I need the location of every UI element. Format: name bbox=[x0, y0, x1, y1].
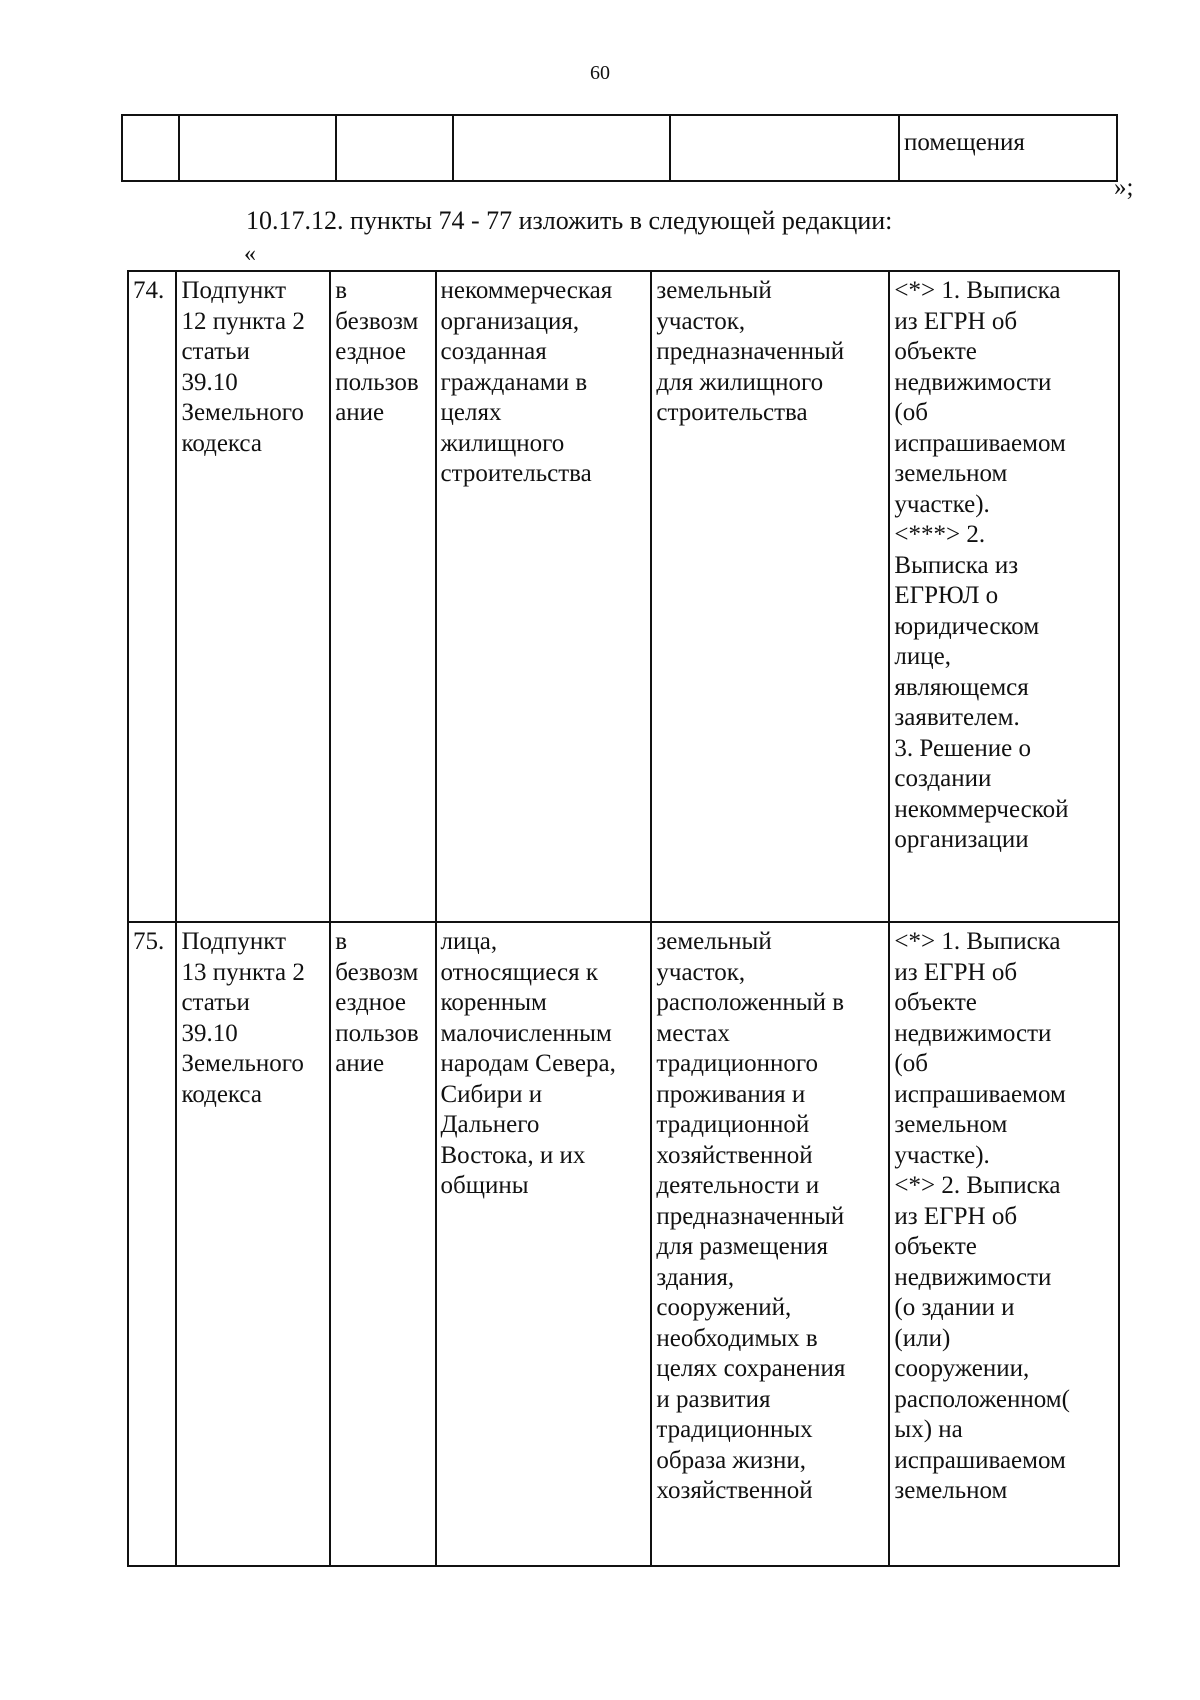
row-number: 75. bbox=[128, 922, 176, 1566]
text-line: земельном bbox=[894, 1111, 1008, 1138]
text-line: предназначенный bbox=[656, 1202, 845, 1230]
text-line: из ЕГРН об bbox=[894, 958, 1018, 986]
text-line: (о здании и bbox=[894, 1294, 1015, 1321]
documents-cell bbox=[889, 271, 1119, 922]
text-line: традиционных bbox=[656, 1416, 813, 1443]
text-line: коренным bbox=[440, 989, 547, 1016]
text-line: некоммерческая bbox=[440, 277, 613, 304]
text-line: лице, bbox=[894, 643, 951, 670]
text-line: в bbox=[335, 277, 347, 304]
text-line: 12 пункта 2 bbox=[181, 307, 305, 335]
text-line: сооружении, bbox=[894, 1355, 1030, 1382]
text-line: традиционной bbox=[656, 1111, 810, 1138]
text-line: <*> 1. Выписка bbox=[894, 928, 1061, 955]
text-line: 13 пункта 2 bbox=[181, 958, 305, 986]
text-line: в bbox=[335, 928, 347, 955]
text-line: пользов bbox=[335, 368, 419, 396]
text-line: кодекса bbox=[181, 1080, 262, 1108]
text-line: недвижимости bbox=[894, 368, 1052, 396]
text-line: организация, bbox=[440, 307, 580, 335]
text-line: народам Севера, bbox=[440, 1050, 616, 1077]
amendment-table bbox=[127, 270, 1120, 1567]
text-line: Дальнего bbox=[440, 1111, 540, 1138]
cell-object bbox=[670, 115, 899, 181]
continuation-row bbox=[122, 115, 1117, 181]
text-line: расположенный в bbox=[656, 989, 845, 1016]
text-line: <***> 2. bbox=[894, 521, 986, 548]
text-line: и развития bbox=[656, 1385, 771, 1413]
text-line: участок, bbox=[656, 958, 746, 986]
continuation-table bbox=[121, 114, 1118, 182]
text-line: целях bbox=[440, 399, 502, 426]
text-line: (об bbox=[894, 399, 928, 426]
text-line: некоммерческой bbox=[894, 795, 1069, 823]
right-type-cell bbox=[330, 922, 435, 1566]
opening-quote: « bbox=[244, 241, 256, 267]
text-line: строительства bbox=[440, 460, 592, 487]
text-line: объекте bbox=[894, 1233, 977, 1260]
land-plot-cell bbox=[651, 271, 889, 922]
text-line: участке). bbox=[894, 1141, 990, 1169]
text-line: ых) на bbox=[894, 1416, 963, 1443]
text-line: создании bbox=[894, 765, 992, 792]
text-line: организации bbox=[894, 826, 1029, 853]
text-line: относящиеся к bbox=[440, 958, 599, 986]
text-line: целях сохранения bbox=[656, 1355, 846, 1382]
text-line: лица, bbox=[440, 928, 498, 955]
text-line: ЕГРЮЛ о bbox=[894, 582, 999, 609]
row-number: 74. bbox=[128, 271, 176, 922]
text-line: 3. Решение о bbox=[894, 734, 1032, 762]
page-number: 60 bbox=[590, 62, 610, 84]
text-line: недвижимости bbox=[894, 1019, 1052, 1047]
text-line: статьи bbox=[181, 338, 250, 365]
text-line: 39.10 bbox=[181, 368, 238, 396]
text-line: земельном bbox=[894, 1477, 1008, 1504]
text-line: местах bbox=[656, 1019, 730, 1047]
text-line: безвозм bbox=[335, 958, 419, 986]
text-line: ездное bbox=[335, 989, 407, 1016]
text-line: для размещения bbox=[656, 1233, 828, 1260]
text-line: ание bbox=[335, 1050, 385, 1077]
text-line: испрашиваемом bbox=[894, 1446, 1066, 1474]
text-line: Сибири и bbox=[440, 1080, 543, 1108]
table-row-74 bbox=[128, 271, 1119, 922]
text-line: хозяйственной bbox=[656, 1477, 813, 1504]
text-line: традиционного bbox=[656, 1050, 818, 1077]
text-line: земельном bbox=[894, 460, 1008, 487]
text-line: заявителем. bbox=[894, 704, 1020, 731]
text-line: предназначенный bbox=[656, 338, 845, 365]
text-line: испрашиваемом bbox=[894, 1080, 1066, 1108]
text-line: объекте bbox=[894, 989, 977, 1016]
text-line: кодекса bbox=[181, 429, 262, 457]
text-line: гражданами в bbox=[440, 368, 588, 396]
cell-right bbox=[336, 115, 453, 181]
text-line: статьи bbox=[181, 989, 250, 1016]
text-line: Востока, и их bbox=[440, 1141, 586, 1169]
text-line: расположенном( bbox=[894, 1385, 1070, 1413]
closing-quote: »; bbox=[1114, 174, 1134, 201]
text-line: деятельности и bbox=[656, 1172, 820, 1199]
text-line: (или) bbox=[894, 1324, 951, 1352]
table-row-75 bbox=[128, 922, 1119, 1566]
text-line: объекте bbox=[894, 338, 977, 365]
cell-num bbox=[122, 115, 179, 181]
text-line: недвижимости bbox=[894, 1263, 1052, 1291]
cell-basis bbox=[179, 115, 336, 181]
text-line: ание bbox=[335, 399, 385, 426]
text-line: Земельного bbox=[181, 399, 304, 426]
text-line: участок, bbox=[656, 307, 746, 335]
text-line: участке). bbox=[894, 490, 990, 518]
text-line: <*> 1. Выписка bbox=[894, 277, 1061, 304]
text-line: сооружений, bbox=[656, 1294, 792, 1321]
text-line: Подпункт bbox=[181, 277, 286, 304]
text-line: ездное bbox=[335, 338, 407, 365]
text-line: для жилищного bbox=[656, 368, 824, 396]
text-line: являющемся bbox=[894, 673, 1029, 701]
cell-subject bbox=[453, 115, 670, 181]
text-line: здания, bbox=[656, 1263, 735, 1291]
text-line: испрашиваемом bbox=[894, 429, 1066, 457]
right-type-cell bbox=[330, 271, 435, 922]
text-line: безвозм bbox=[335, 307, 419, 335]
text-line: земельный bbox=[656, 928, 772, 955]
text-line: общины bbox=[440, 1172, 529, 1199]
text-line: хозяйственной bbox=[656, 1141, 813, 1169]
text-line: из ЕГРН об bbox=[894, 1202, 1018, 1230]
text-line: строительства bbox=[656, 399, 808, 426]
text-line: проживания и bbox=[656, 1080, 806, 1108]
legal-basis-cell bbox=[176, 922, 330, 1566]
applicant-cell bbox=[436, 922, 652, 1566]
text-line: земельный bbox=[656, 277, 772, 304]
text-line: (об bbox=[894, 1050, 928, 1077]
text-line: необходимых в bbox=[656, 1324, 818, 1352]
applicant-cell bbox=[436, 271, 652, 922]
text-line: юридическом bbox=[894, 612, 1040, 640]
text-line: 39.10 bbox=[181, 1019, 238, 1047]
text-line: жилищного bbox=[440, 429, 565, 457]
amendment-instruction: 10.17.12. пункты 74 - 77 изложить в следующей редакции: bbox=[246, 206, 893, 235]
documents-cell bbox=[889, 922, 1119, 1566]
text-line: из ЕГРН об bbox=[894, 307, 1018, 335]
text-line: Подпункт bbox=[181, 928, 286, 955]
legal-basis-cell bbox=[176, 271, 330, 922]
text-line: созданная bbox=[440, 338, 547, 365]
cell-documents: помещения bbox=[899, 115, 1117, 181]
text-line: Земельного bbox=[181, 1050, 304, 1077]
land-plot-cell bbox=[651, 922, 889, 1566]
text-line: <*> 2. Выписка bbox=[894, 1172, 1061, 1199]
text-line: образа жизни, bbox=[656, 1446, 806, 1474]
text-line: пользов bbox=[335, 1019, 419, 1047]
text-line: малочисленным bbox=[440, 1019, 612, 1047]
text-line: Выписка из bbox=[894, 551, 1019, 579]
